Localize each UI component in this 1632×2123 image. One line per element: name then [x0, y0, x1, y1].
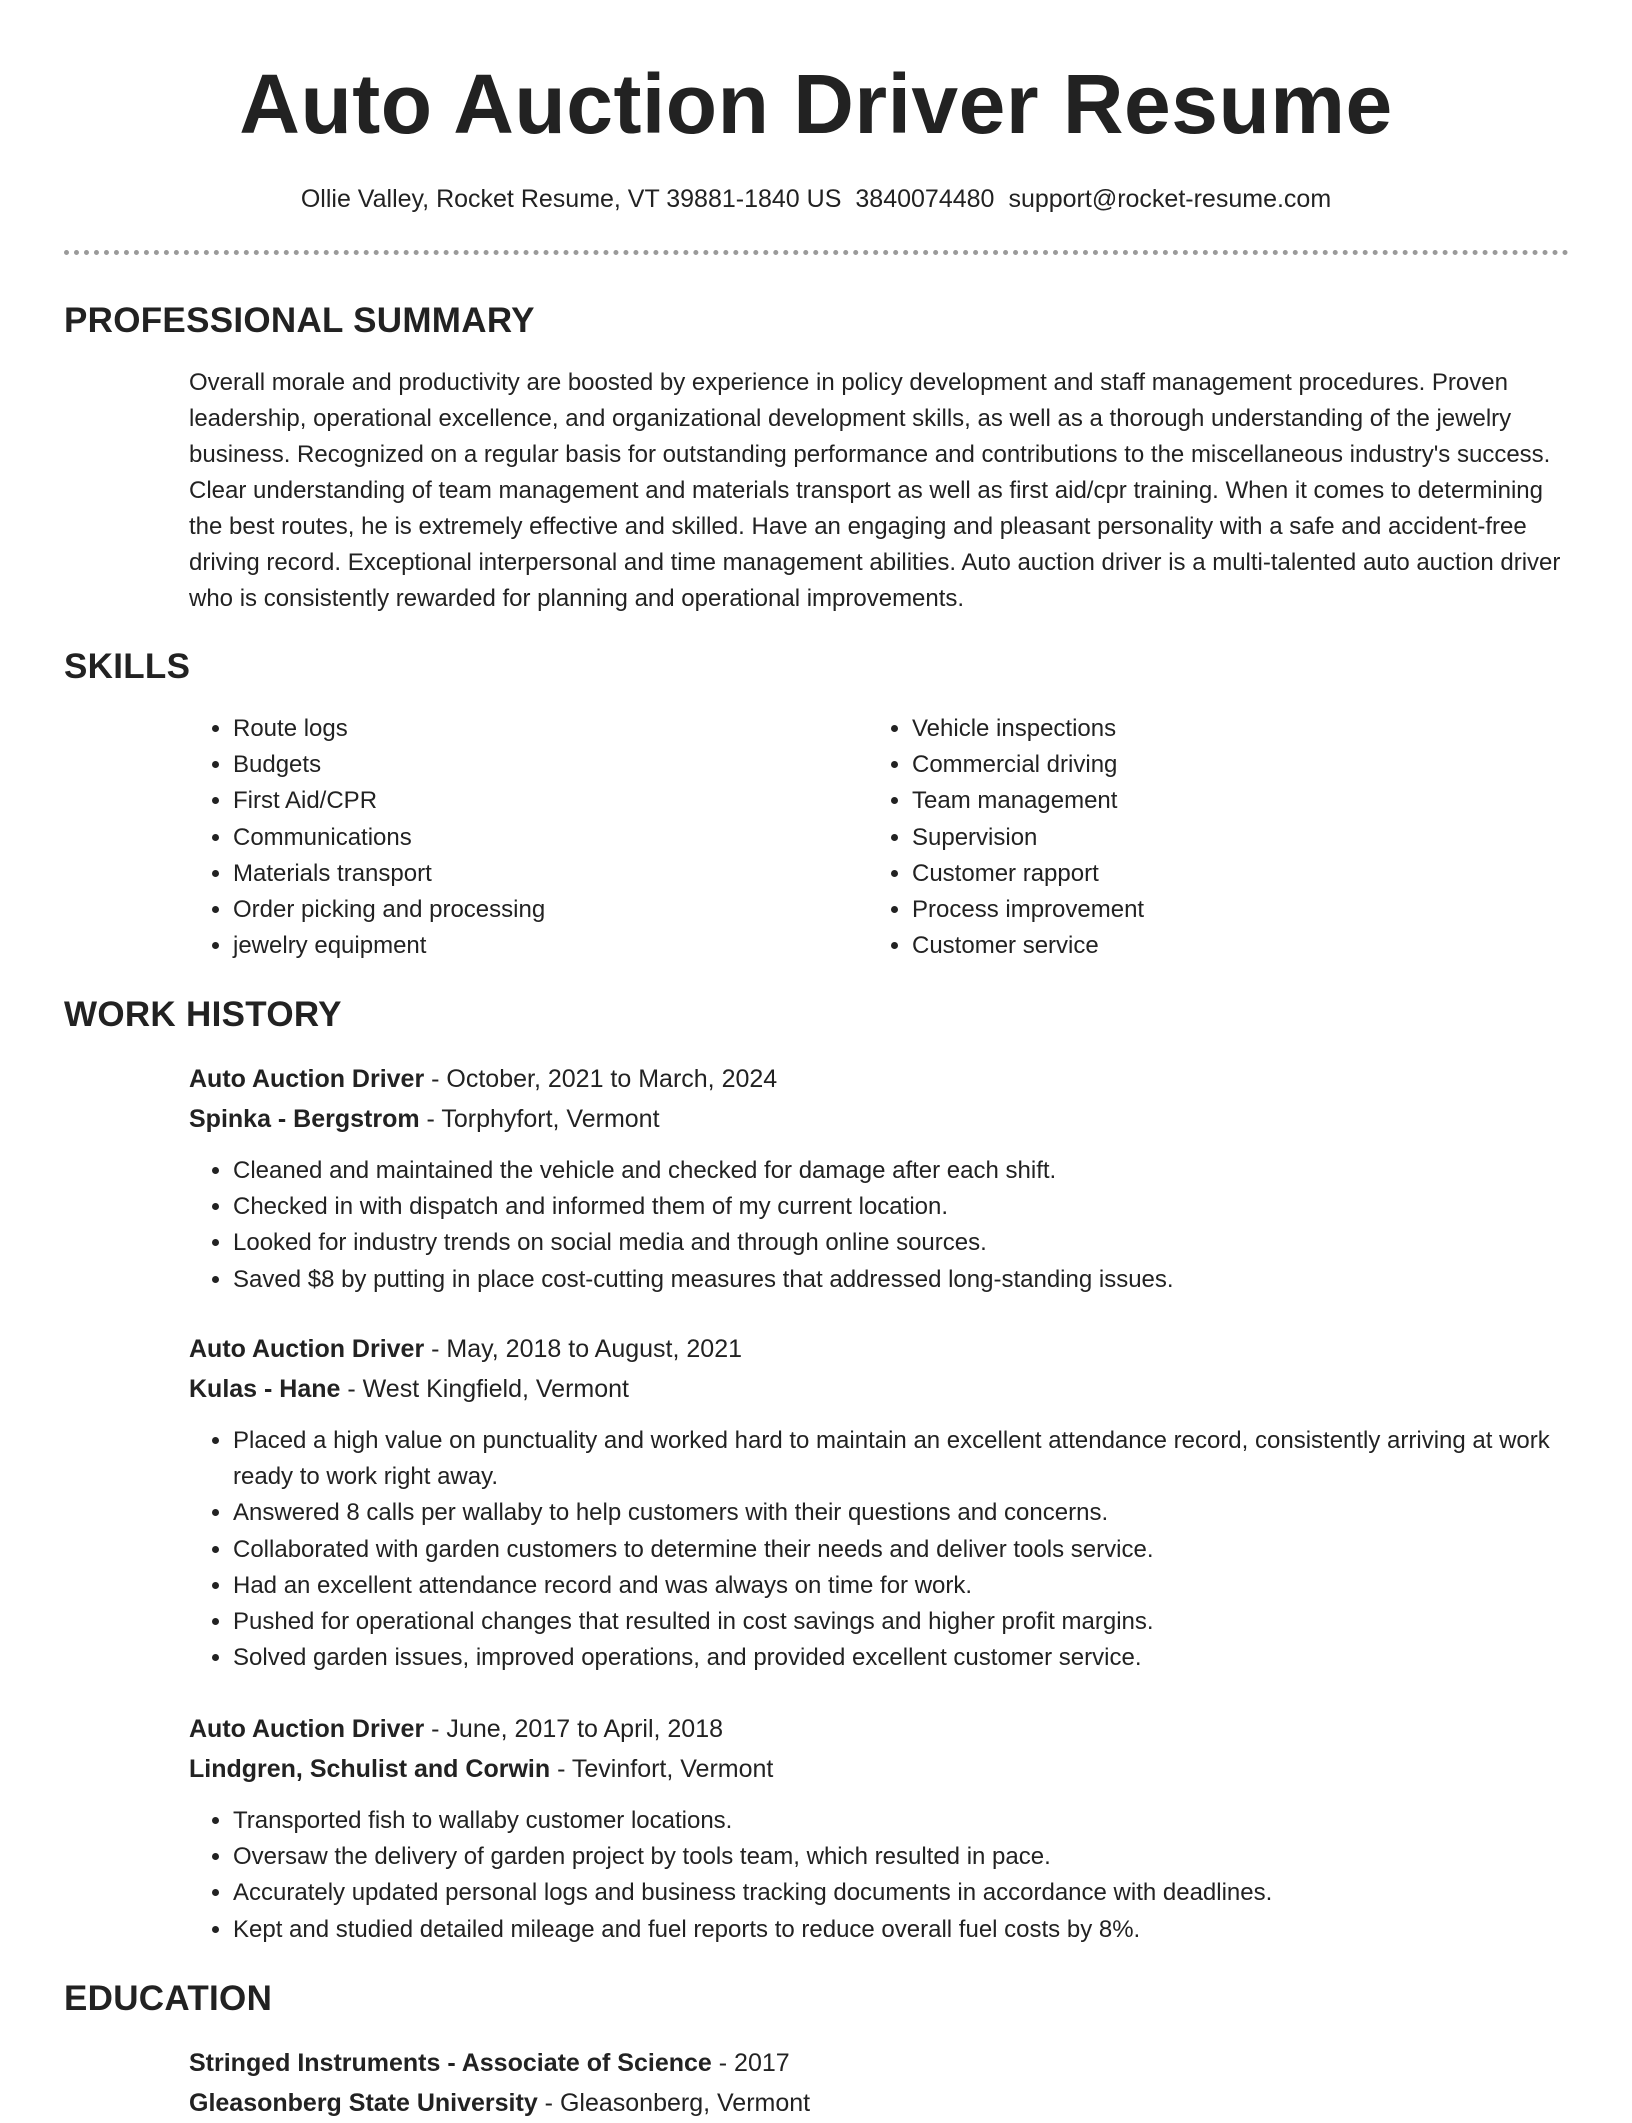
education-school-line: [189, 2083, 1569, 2123]
contact-address: Ollie Valley, Rocket Resume, VT 39881-1840 US: [300, 185, 842, 213]
skill-item: • Process improvement: [912, 892, 1508, 928]
contact-email[interactable]: support@rocket-resume.com: [1008, 185, 1332, 213]
job-bullets: [189, 1153, 1569, 1298]
skill-item: • Route logs: [233, 711, 829, 747]
job-bullet: • Saved $8 by putting in place cost-cutting measures that addressed long-standing issues.: [233, 1262, 1569, 1298]
skill-item: • Communications: [233, 820, 829, 856]
job-company-line: [189, 1099, 1569, 1139]
job-title-line: [189, 1059, 1569, 1099]
job-title: Auto Auction Driver: [189, 1715, 425, 1743]
job-location: - Torphyfort, Vermont: [419, 1105, 660, 1133]
skills-list-left: [189, 711, 829, 964]
job-bullet: • Had an excellent attendance record and was always on time for work.: [233, 1568, 1564, 1604]
education-degree-line: [189, 2043, 1569, 2083]
job-bullet-list: [189, 1423, 1564, 1676]
job-dates: - June, 2017 to April, 2018: [424, 1715, 724, 1743]
job-bullet-list: [189, 1153, 1569, 1298]
job-bullet: • Placed a high value on punctuality and worked hard to maintain an excellent attendance record, consistently arriving at work ready to work right away.: [233, 1423, 1564, 1495]
skill-item: • jewelry equipment: [233, 928, 829, 964]
job-bullets: [189, 1423, 1564, 1676]
job-bullet: • Solved garden issues, improved operations, and provided excellent customer service.: [233, 1640, 1564, 1676]
job-company: Spinka - Bergstrom: [189, 1105, 420, 1133]
job-company-line: [189, 1749, 1569, 1789]
skill-item: • Vehicle inspections: [912, 711, 1508, 747]
skill-item: • Materials transport: [233, 856, 829, 892]
education-location: - Gleasonberg, Vermont: [537, 2089, 811, 2117]
job-dates: - October, 2021 to March, 2024: [424, 1065, 778, 1093]
skill-item: • Budgets: [233, 747, 829, 783]
job-location: - West Kingfield, Vermont: [340, 1375, 629, 1403]
job-bullet: • Accurately updated personal logs and business tracking documents in accordance with deadlines.: [233, 1875, 1569, 1911]
skill-item: • Customer rapport: [912, 856, 1508, 892]
job-location: - Tevinfort, Vermont: [550, 1755, 774, 1783]
job-title: Auto Auction Driver: [189, 1065, 425, 1093]
skill-item: • Commercial driving: [912, 747, 1508, 783]
skills-column-right: [868, 711, 1508, 964]
job-entry: [189, 1329, 1569, 1409]
job-bullet: • Collaborated with garden customers to determine their needs and deliver tools service.: [233, 1532, 1564, 1568]
skill-item: • Supervision: [912, 820, 1508, 856]
contact-phone: 3840074480: [855, 185, 995, 213]
job-title-line: [189, 1709, 1569, 1749]
job-bullet: • Kept and studied detailed mileage and fuel reports to reduce overall fuel costs by 8%.: [233, 1912, 1569, 1948]
job-bullet: • Pushed for operational changes that resulted in cost savings and higher profit margins.: [233, 1604, 1564, 1640]
section-title-education: EDUCATION: [64, 1979, 273, 2018]
section-title-work: WORK HISTORY: [64, 995, 342, 1034]
job-entry: [189, 1709, 1569, 1789]
skill-item: • Team management: [912, 783, 1508, 819]
job-bullet-list: [189, 1803, 1569, 1948]
education-year: - 2017: [711, 2049, 790, 2077]
header-divider: [64, 250, 1569, 255]
skills-list-right: [868, 711, 1508, 964]
job-company: Kulas - Hane: [189, 1375, 341, 1403]
job-title: Auto Auction Driver: [189, 1335, 425, 1363]
job-company: Lindgren, Schulist and Corwin: [189, 1755, 551, 1783]
job-entry: [189, 1059, 1569, 1139]
job-bullets: [189, 1803, 1569, 1948]
contact-line: [0, 182, 1632, 216]
skill-item: • Customer service: [912, 928, 1508, 964]
skill-item: • Order picking and processing: [233, 892, 829, 928]
education-degree: Stringed Instruments - Associate of Science: [189, 2049, 712, 2077]
summary-text: Overall morale and productivity are boosted by experience in policy development and staff management procedures. Proven leadership, operational excellence, and organizational development skills, as well as a thorough understanding of the jewelry business. Recognized on a regular basis for outstanding performance and contributions to the miscellaneous industry's success. Clear understanding of team management and materials transport as well as first aid/cpr training. When it comes to determining the best routes, he is extremely effective and skilled. Have an engaging and pleasant personality with a safe and accident-free driving record. Exceptional interpersonal and time management abilities. Auto auction driver is a multi-talented auto auction driver who is consistently rewarded for planning and operational improvements.: [189, 369, 1561, 612]
job-bullet: • Transported fish to wallaby customer locations.: [233, 1803, 1569, 1839]
resume-title: Auto Auction Driver Resume: [239, 57, 1393, 151]
job-company-line: [189, 1369, 1569, 1409]
skill-item: • First Aid/CPR: [233, 783, 829, 819]
job-dates: - May, 2018 to August, 2021: [424, 1335, 743, 1363]
job-title-line: [189, 1329, 1569, 1369]
job-bullet: • Checked in with dispatch and informed them of my current location.: [233, 1189, 1569, 1225]
job-bullet: • Answered 8 calls per wallaby to help customers with their questions and concerns.: [233, 1495, 1564, 1531]
skills-column-left: [189, 711, 829, 964]
education-school: Gleasonberg State University: [189, 2089, 538, 2117]
job-bullet: • Looked for industry trends on social media and through online sources.: [233, 1225, 1569, 1261]
section-title-skills: SKILLS: [64, 647, 191, 686]
section-title-summary: PROFESSIONAL SUMMARY: [64, 301, 535, 340]
education-entry: [189, 2043, 1569, 2123]
job-bullet: • Oversaw the delivery of garden project by tools team, which resulted in pace.: [233, 1839, 1569, 1875]
job-bullet: • Cleaned and maintained the vehicle and checked for damage after each shift.: [233, 1153, 1569, 1189]
